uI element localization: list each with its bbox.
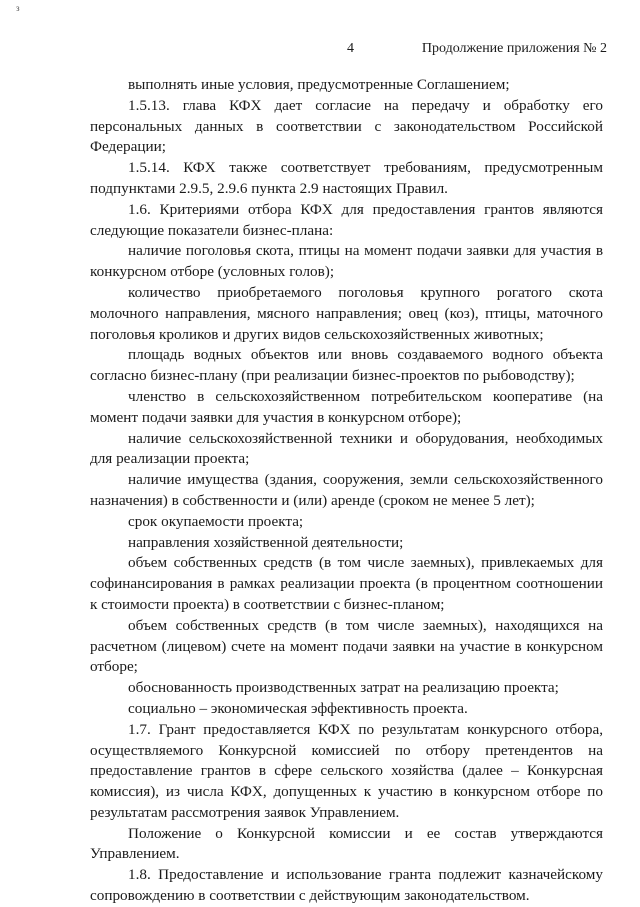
paragraph-commission-regulation: Положение о Конкурсной комиссии и ее состав утверждаются Управлением.: [90, 824, 603, 863]
appendix-continuation-note: Продолжение приложения № 2: [421, 41, 607, 56]
criterion-item: объем собственных средств (в том числе заемных), привлекаемых для софинансирования в рамках реализации проекта (в процентном соотношении к стоимости проекта) в соответствии с бизнес-планом;: [90, 554, 603, 613]
paragraph-1-8: 1.8. Предоставление и использование гранта подлежит казначейскому сопровождению в соответствии с действующим законодательством.: [90, 866, 603, 905]
document-body: [90, 75, 603, 907]
paragraph-1-5-13: 1.5.13. глава КФХ дает согласие на передачу и обработку его персональных данных в соответствии с законодательством Российской Федерации;: [90, 96, 603, 156]
criterion-item: наличие поголовья скота, птицы на момент подачи заявки для участия в конкурсном отборе (условных голов);: [90, 242, 603, 281]
paragraph: выполнять иные условия, предусмотренные Соглашением;: [128, 76, 510, 93]
paragraph-1-7: 1.7. Грант предоставляется КФХ по результатам конкурсного отбора, осуществляемого Конкурсной комиссией по отбору претендентов на предоставление грантов в сфере сельского хозяйства (далее – Конкурсная комиссия), из числа КФХ, допущенных к участию в конкурсном отборе по результатам рассмотрения заявок Управлением.: [90, 720, 603, 821]
criterion-item: площадь водных объектов или вновь создаваемого водного объекта согласно бизнес-плану (при реализации бизнес-проектов по рыбоводству);: [90, 346, 603, 385]
criterion-item: направления хозяйственной деятельности;: [128, 533, 404, 551]
paragraph-1-5-14: 1.5.14. КФХ также соответствует требованиям, предусмотренным подпунктами 2.9.5, 2.9.6 пункта 2.9 настоящих Правил.: [90, 159, 603, 197]
criterion-item: количество приобретаемого поголовья крупного рогатого скота молочного направления, мясного направления; овец (коз), птицы, маточного поголовья кроликов и других видов сельскохозяйственных животных;: [90, 283, 603, 343]
criterion-item: социально – экономическая эффективность проекта.: [128, 699, 468, 717]
criterion-item: наличие имущества (здания, сооружения, земли сельскохозяйственного назначения) в собственности и (или) аренде (сроком не менее 5 лет);: [90, 471, 603, 509]
page-number: 4: [347, 41, 354, 56]
paragraph-1-6: 1.6. Критериями отбора КФХ для предоставления грантов являются следующие показатели бизнес-плана:: [90, 200, 603, 239]
criterion-item: членство в сельскохозяйственном потребительском кооперативе (на момент подачи заявки для участия в конкурсном отборе);: [90, 387, 603, 426]
criterion-item: срок окупаемости проекта;: [128, 512, 304, 530]
criterion-item: обоснованность производственных затрат на реализацию проекта;: [128, 679, 559, 697]
criterion-item: объем собственных средств (в том числе заемных), находящихся на расчетном (лицевом) счете на момент подачи заявки на участие в конкурсном отборе;: [90, 616, 603, 676]
criterion-item: наличие сельскохозяйственной техники и оборудования, необходимых для реализации проекта;: [90, 429, 603, 468]
corner-mark: з: [16, 3, 20, 13]
